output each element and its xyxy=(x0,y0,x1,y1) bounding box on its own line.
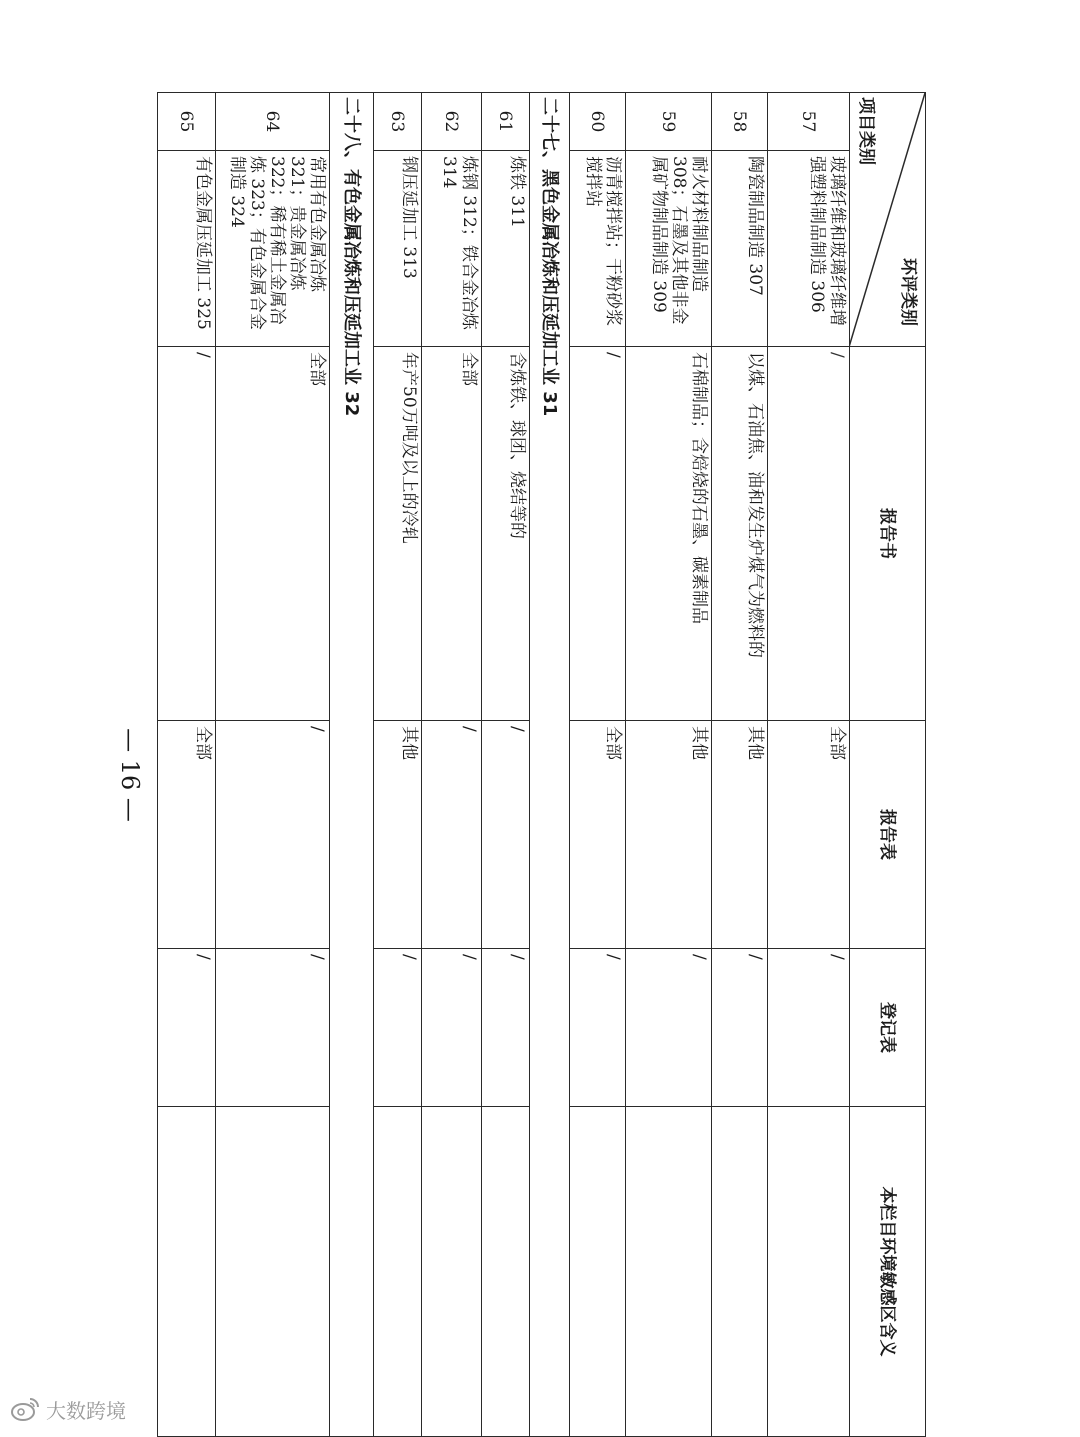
register-value: / xyxy=(482,949,530,1107)
header-sensitive-area: 本栏目环境敏感区含义 xyxy=(850,1107,926,1437)
sensitive-value xyxy=(712,1107,768,1437)
report-form-value: / xyxy=(216,721,330,949)
page-number xyxy=(110,720,150,830)
project-name: 耐火材料制品制造 308；石墨及其他非金属矿物制品制造 309 xyxy=(626,151,712,347)
row-number: 61 xyxy=(482,93,530,151)
register-value: / xyxy=(768,949,850,1107)
sensitive-value xyxy=(482,1107,530,1437)
row-number: 59 xyxy=(626,93,712,151)
report-form-value: 其他 xyxy=(374,721,422,949)
project-name: 沥青搅拌站；干粉砂浆搅拌站 xyxy=(570,151,626,347)
table-row xyxy=(482,93,530,1437)
project-name: 炼钢 312；铁合金冶炼 314 xyxy=(422,151,482,347)
row-number: 58 xyxy=(712,93,768,151)
watermark-text: 大数跨境 xyxy=(46,1398,126,1423)
table-row xyxy=(712,93,768,1437)
register-value: / xyxy=(422,949,482,1107)
table-row xyxy=(216,93,330,1437)
report-book-value: / xyxy=(158,347,216,721)
header-eia-category: 环评类别 xyxy=(898,258,918,326)
register-value: / xyxy=(374,949,422,1107)
header-register-form: 登记表 xyxy=(850,949,926,1107)
row-number: 62 xyxy=(422,93,482,151)
sensitive-value xyxy=(768,1107,850,1437)
table-row xyxy=(570,93,626,1437)
report-book-value: 含炼铁、球团、烧结等的 xyxy=(482,347,530,721)
report-book-value: 石棉制品；含焙烧的石墨、碳素制品 xyxy=(626,347,712,721)
report-form-value: 全部 xyxy=(158,721,216,949)
report-form-value: / xyxy=(422,721,482,949)
project-name: 玻璃纤维和玻璃纤维增强塑料制品制造 306 xyxy=(768,151,850,347)
report-book-value: / xyxy=(768,347,850,721)
section-title-ferrous: 二十七、黑色金属冶炼和压延加工业 31 xyxy=(530,93,570,1437)
sensitive-value xyxy=(570,1107,626,1437)
project-name: 陶瓷制品制造 307 xyxy=(712,151,768,347)
header-project-category: 项目类别 xyxy=(856,97,876,165)
section-row xyxy=(330,93,374,1437)
row-number: 65 xyxy=(158,93,216,151)
eia-category-table xyxy=(157,92,926,1437)
header-report-book: 报告书 xyxy=(850,347,926,721)
report-book-value: 全部 xyxy=(216,347,330,721)
diagonal-header-cell xyxy=(850,93,926,347)
sensitive-value xyxy=(374,1107,422,1437)
table-row xyxy=(626,93,712,1437)
row-number: 64 xyxy=(216,93,330,151)
row-number: 60 xyxy=(570,93,626,151)
section-row xyxy=(530,93,570,1437)
project-name: 有色金属压延加工 325 xyxy=(158,151,216,347)
row-number: 57 xyxy=(768,93,850,151)
report-book-value: 年产50万吨及以上的冷轧 xyxy=(374,347,422,721)
sensitive-value xyxy=(626,1107,712,1437)
register-value: / xyxy=(216,949,330,1107)
register-value: / xyxy=(570,949,626,1107)
sensitive-value xyxy=(422,1107,482,1437)
table-row xyxy=(422,93,482,1437)
sensitive-value xyxy=(158,1107,216,1437)
watermark xyxy=(10,1392,126,1426)
report-form-value: 全部 xyxy=(570,721,626,949)
weibo-icon xyxy=(10,1396,40,1422)
header-report-form: 报告表 xyxy=(850,721,926,949)
sensitive-value xyxy=(216,1107,330,1437)
report-book-value: / xyxy=(570,347,626,721)
table-row xyxy=(374,93,422,1437)
section-title-nonferrous: 二十八、有色金属冶炼和压延加工业 32 xyxy=(330,93,374,1437)
header-row xyxy=(850,93,926,1437)
project-name: 炼铁 311 xyxy=(482,151,530,347)
register-value: / xyxy=(626,949,712,1107)
table-row xyxy=(768,93,850,1437)
table-row xyxy=(158,93,216,1437)
report-book-value: 以煤、石油焦、油和发生炉煤气为燃料的 xyxy=(712,347,768,721)
register-value: / xyxy=(158,949,216,1107)
report-form-value: 其他 xyxy=(712,721,768,949)
register-value: / xyxy=(712,949,768,1107)
report-form-value: 全部 xyxy=(768,721,850,949)
project-name: 常用有色金属冶炼 321；贵金属冶炼 322；稀有稀土金属冶炼 323；有色金属合金制造 324 xyxy=(216,151,330,347)
project-name: 钢压延加工 313 xyxy=(374,151,422,347)
report-form-value: 其他 xyxy=(626,721,712,949)
report-book-value: 全部 xyxy=(422,347,482,721)
page-number-text: — 16 — xyxy=(116,728,144,822)
rotated-table-page xyxy=(158,92,926,1436)
report-form-value: / xyxy=(482,721,530,949)
row-number: 63 xyxy=(374,93,422,151)
